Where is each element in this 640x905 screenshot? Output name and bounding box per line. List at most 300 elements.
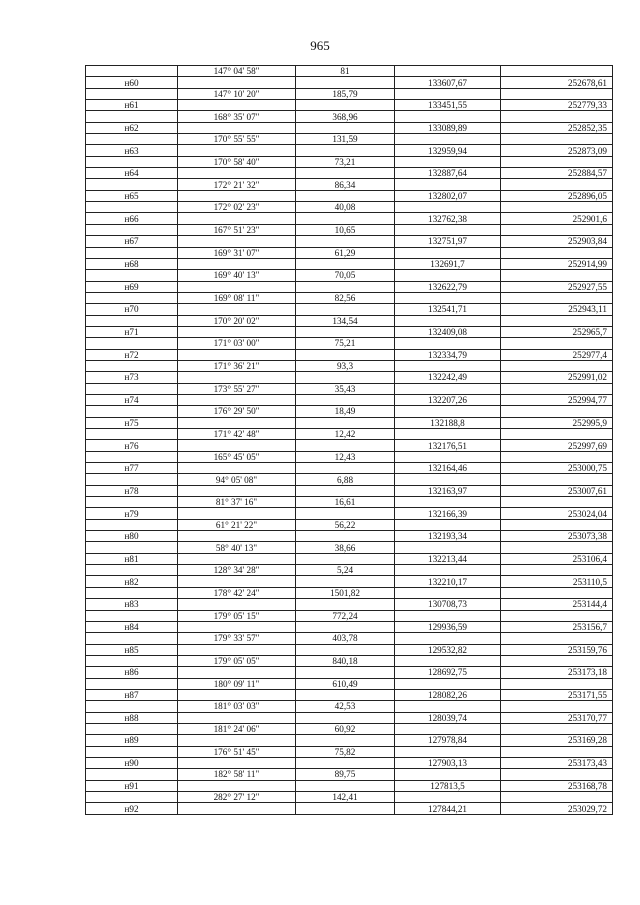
angle-cell: 179° 05' 15"	[178, 610, 296, 621]
y-coordinate-cell: 252903,84	[501, 236, 613, 247]
point-row	[86, 213, 613, 224]
x-cell	[395, 542, 501, 553]
distance-cell: 1501,82	[296, 587, 395, 598]
x-coordinate-cell: 130708,73	[395, 599, 501, 610]
empty-cell	[86, 338, 178, 349]
empty-cell	[86, 610, 178, 621]
point-name-cell: н80	[86, 531, 178, 542]
empty-cell	[86, 633, 178, 644]
y-cell	[501, 315, 613, 326]
coordinates-table	[85, 65, 613, 815]
empty-cell	[178, 667, 296, 678]
segment-row	[86, 292, 613, 303]
segment-row	[86, 565, 613, 576]
x-cell	[395, 451, 501, 462]
x-cell	[395, 270, 501, 281]
segment-row	[86, 406, 613, 417]
distance-cell: 12,42	[296, 429, 395, 440]
distance-cell: 10,65	[296, 224, 395, 235]
y-coordinate-cell: 252991,02	[501, 372, 613, 383]
point-name-cell: н89	[86, 735, 178, 746]
segment-row	[86, 338, 613, 349]
point-row	[86, 485, 613, 496]
x-cell	[395, 202, 501, 213]
point-row	[86, 463, 613, 474]
point-row	[86, 667, 613, 678]
angle-cell: 81° 37' 16"	[178, 497, 296, 508]
segment-row	[86, 542, 613, 553]
segment-row	[86, 497, 613, 508]
empty-cell	[86, 66, 178, 77]
point-name-cell: н92	[86, 803, 178, 814]
y-cell	[501, 88, 613, 99]
x-cell	[395, 474, 501, 485]
x-cell	[395, 179, 501, 190]
y-coordinate-cell: 252943,11	[501, 304, 613, 315]
empty-cell	[178, 77, 296, 88]
x-coordinate-cell: 132887,64	[395, 168, 501, 179]
segment-row	[86, 451, 613, 462]
distance-cell: 60,92	[296, 723, 395, 734]
point-name-cell: н75	[86, 417, 178, 428]
segment-row	[86, 610, 613, 621]
y-cell	[501, 633, 613, 644]
y-cell	[501, 292, 613, 303]
distance-cell: 56,22	[296, 519, 395, 530]
angle-cell: 128° 34' 28"	[178, 565, 296, 576]
y-cell	[501, 247, 613, 258]
distance-cell: 131,59	[296, 134, 395, 145]
y-coordinate-cell: 252994,77	[501, 394, 613, 405]
empty-cell	[178, 349, 296, 360]
empty-cell	[296, 531, 395, 542]
y-cell	[501, 224, 613, 235]
x-coordinate-cell: 127978,84	[395, 735, 501, 746]
x-cell	[395, 292, 501, 303]
distance-cell: 75,82	[296, 746, 395, 757]
empty-cell	[296, 440, 395, 451]
empty-cell	[86, 134, 178, 145]
empty-cell	[178, 780, 296, 791]
y-cell	[501, 701, 613, 712]
point-row	[86, 599, 613, 610]
y-cell	[501, 519, 613, 530]
angle-cell: 169° 31' 07"	[178, 247, 296, 258]
point-name-cell: н60	[86, 77, 178, 88]
y-coordinate-cell: 253168,78	[501, 780, 613, 791]
distance-cell: 73,21	[296, 156, 395, 167]
empty-cell	[296, 190, 395, 201]
x-coordinate-cell: 133451,55	[395, 100, 501, 111]
y-coordinate-cell: 252873,09	[501, 145, 613, 156]
distance-cell: 6,88	[296, 474, 395, 485]
empty-cell	[86, 565, 178, 576]
segment-row	[86, 247, 613, 258]
x-coordinate-cell: 132691,7	[395, 258, 501, 269]
x-coordinate-cell: 128039,74	[395, 712, 501, 723]
y-coordinate-cell: 252965,7	[501, 326, 613, 337]
x-coordinate-cell: 128082,26	[395, 689, 501, 700]
point-row	[86, 712, 613, 723]
y-cell	[501, 202, 613, 213]
x-coordinate-cell: 132207,26	[395, 394, 501, 405]
distance-cell: 82,56	[296, 292, 395, 303]
y-cell	[501, 678, 613, 689]
x-cell	[395, 565, 501, 576]
angle-cell: 165° 45' 05"	[178, 451, 296, 462]
distance-cell: 93,3	[296, 360, 395, 371]
empty-cell	[296, 621, 395, 632]
empty-cell	[178, 190, 296, 201]
point-row	[86, 417, 613, 428]
x-coordinate-cell: 132762,38	[395, 213, 501, 224]
y-cell	[501, 270, 613, 281]
y-cell	[501, 111, 613, 122]
point-row	[86, 803, 613, 814]
empty-cell	[178, 213, 296, 224]
angle-cell: 147° 04' 58"	[178, 66, 296, 77]
empty-cell	[86, 701, 178, 712]
y-cell	[501, 406, 613, 417]
empty-cell	[296, 77, 395, 88]
point-row	[86, 145, 613, 156]
empty-cell	[178, 508, 296, 519]
empty-cell	[178, 304, 296, 315]
y-coordinate-cell: 252995,9	[501, 417, 613, 428]
x-coordinate-cell: 132210,17	[395, 576, 501, 587]
x-cell	[395, 678, 501, 689]
empty-cell	[296, 168, 395, 179]
angle-cell: 171° 03' 00"	[178, 338, 296, 349]
angle-cell: 170° 20' 02"	[178, 315, 296, 326]
point-row	[86, 372, 613, 383]
x-cell	[395, 315, 501, 326]
y-coordinate-cell: 253169,28	[501, 735, 613, 746]
distance-cell: 18,49	[296, 406, 395, 417]
empty-cell	[178, 100, 296, 111]
empty-cell	[296, 576, 395, 587]
empty-cell	[86, 156, 178, 167]
angle-cell: 182° 58' 11"	[178, 769, 296, 780]
empty-cell	[296, 372, 395, 383]
angle-cell: 172° 21' 32"	[178, 179, 296, 190]
y-cell	[501, 156, 613, 167]
point-name-cell: н74	[86, 394, 178, 405]
y-coordinate-cell: 253156,7	[501, 621, 613, 632]
y-cell	[501, 497, 613, 508]
y-coordinate-cell: 252901,6	[501, 213, 613, 224]
angle-cell: 282° 27' 12"	[178, 792, 296, 803]
x-coordinate-cell: 132541,71	[395, 304, 501, 315]
angle-cell: 94° 05' 08"	[178, 474, 296, 485]
point-name-cell: н82	[86, 576, 178, 587]
segment-row	[86, 111, 613, 122]
empty-cell	[86, 497, 178, 508]
x-coordinate-cell: 132959,94	[395, 145, 501, 156]
point-row	[86, 553, 613, 564]
point-name-cell: н65	[86, 190, 178, 201]
segment-row	[86, 655, 613, 666]
point-name-cell: н73	[86, 372, 178, 383]
point-row	[86, 168, 613, 179]
y-coordinate-cell: 253171,55	[501, 689, 613, 700]
point-row	[86, 326, 613, 337]
x-cell	[395, 723, 501, 734]
y-coordinate-cell: 253159,76	[501, 644, 613, 655]
empty-cell	[178, 394, 296, 405]
y-cell	[501, 610, 613, 621]
point-row	[86, 735, 613, 746]
x-coordinate-cell: 132163,97	[395, 485, 501, 496]
distance-cell: 35,43	[296, 383, 395, 394]
empty-cell	[178, 258, 296, 269]
x-cell	[395, 746, 501, 757]
distance-cell: 134,54	[296, 315, 395, 326]
empty-cell	[86, 202, 178, 213]
empty-cell	[296, 803, 395, 814]
x-cell	[395, 383, 501, 394]
point-row	[86, 644, 613, 655]
segment-row	[86, 179, 613, 190]
empty-cell	[296, 463, 395, 474]
x-coordinate-cell: 132242,49	[395, 372, 501, 383]
distance-cell: 403,78	[296, 633, 395, 644]
y-cell	[501, 792, 613, 803]
empty-cell	[86, 383, 178, 394]
y-cell	[501, 746, 613, 757]
empty-cell	[296, 304, 395, 315]
y-cell	[501, 383, 613, 394]
point-row	[86, 100, 613, 111]
segment-row	[86, 723, 613, 734]
x-cell	[395, 360, 501, 371]
y-cell	[501, 474, 613, 485]
angle-cell: 180° 09' 11"	[178, 678, 296, 689]
empty-cell	[178, 735, 296, 746]
distance-cell: 40,08	[296, 202, 395, 213]
empty-cell	[296, 667, 395, 678]
empty-cell	[296, 689, 395, 700]
x-coordinate-cell: 132409,08	[395, 326, 501, 337]
distance-cell: 185,79	[296, 88, 395, 99]
segment-row	[86, 224, 613, 235]
empty-cell	[296, 417, 395, 428]
distance-cell: 12,43	[296, 451, 395, 462]
empty-cell	[296, 644, 395, 655]
x-coordinate-cell: 132193,34	[395, 531, 501, 542]
point-name-cell: н72	[86, 349, 178, 360]
point-name-cell: н64	[86, 168, 178, 179]
empty-cell	[86, 678, 178, 689]
point-row	[86, 304, 613, 315]
point-name-cell: н68	[86, 258, 178, 269]
angle-cell: 170° 58' 40"	[178, 156, 296, 167]
empty-cell	[86, 723, 178, 734]
distance-cell: 38,66	[296, 542, 395, 553]
segment-row	[86, 587, 613, 598]
empty-cell	[296, 326, 395, 337]
distance-cell: 42,53	[296, 701, 395, 712]
point-name-cell: н67	[86, 236, 178, 247]
distance-cell: 368,96	[296, 111, 395, 122]
empty-cell	[296, 349, 395, 360]
segment-row	[86, 429, 613, 440]
angle-cell: 173° 55' 27"	[178, 383, 296, 394]
point-row	[86, 281, 613, 292]
angle-cell: 171° 42' 48"	[178, 429, 296, 440]
empty-cell	[296, 735, 395, 746]
point-name-cell: н88	[86, 712, 178, 723]
point-name-cell: н81	[86, 553, 178, 564]
point-name-cell: н61	[86, 100, 178, 111]
distance-cell: 89,75	[296, 769, 395, 780]
segment-row	[86, 769, 613, 780]
point-name-cell: н85	[86, 644, 178, 655]
point-row	[86, 576, 613, 587]
point-row	[86, 236, 613, 247]
point-row	[86, 122, 613, 133]
x-coordinate-cell: 133089,89	[395, 122, 501, 133]
x-coordinate-cell: 127844,21	[395, 803, 501, 814]
distance-cell: 81	[296, 66, 395, 77]
x-coordinate-cell: 132213,44	[395, 553, 501, 564]
point-name-cell: н90	[86, 757, 178, 768]
point-name-cell: н66	[86, 213, 178, 224]
point-name-cell: н87	[86, 689, 178, 700]
x-cell	[395, 792, 501, 803]
empty-cell	[296, 258, 395, 269]
angle-cell: 181° 24' 06"	[178, 723, 296, 734]
x-coordinate-cell: 132164,46	[395, 463, 501, 474]
y-coordinate-cell: 252997,69	[501, 440, 613, 451]
point-name-cell: н79	[86, 508, 178, 519]
empty-cell	[178, 576, 296, 587]
segment-row	[86, 134, 613, 145]
y-coordinate-cell: 253173,18	[501, 667, 613, 678]
distance-cell: 70,05	[296, 270, 395, 281]
empty-cell	[178, 485, 296, 496]
distance-cell: 61,29	[296, 247, 395, 258]
x-coordinate-cell: 129936,59	[395, 621, 501, 632]
y-coordinate-cell: 253000,75	[501, 463, 613, 474]
empty-cell	[178, 621, 296, 632]
x-cell	[395, 134, 501, 145]
x-coordinate-cell: 132622,79	[395, 281, 501, 292]
empty-cell	[296, 236, 395, 247]
empty-cell	[296, 712, 395, 723]
empty-cell	[86, 429, 178, 440]
empty-cell	[296, 100, 395, 111]
x-coordinate-cell: 132166,39	[395, 508, 501, 519]
x-cell	[395, 66, 501, 77]
distance-cell: 840,18	[296, 655, 395, 666]
angle-cell: 179° 33' 57"	[178, 633, 296, 644]
segment-row	[86, 633, 613, 644]
empty-cell	[86, 111, 178, 122]
empty-cell	[86, 315, 178, 326]
segment-row	[86, 701, 613, 712]
x-coordinate-cell: 133607,67	[395, 77, 501, 88]
angle-cell: 169° 40' 13"	[178, 270, 296, 281]
angle-cell: 170° 55' 55"	[178, 134, 296, 145]
segment-row	[86, 315, 613, 326]
segment-row	[86, 270, 613, 281]
x-coordinate-cell: 127903,13	[395, 757, 501, 768]
angle-cell: 176° 51' 45"	[178, 746, 296, 757]
coordinates-table-body	[86, 66, 613, 815]
empty-cell	[296, 553, 395, 564]
point-row	[86, 757, 613, 768]
distance-cell: 86,34	[296, 179, 395, 190]
y-cell	[501, 429, 613, 440]
y-coordinate-cell: 253110,5	[501, 576, 613, 587]
empty-cell	[86, 247, 178, 258]
y-cell	[501, 179, 613, 190]
distance-cell: 142,41	[296, 792, 395, 803]
distance-cell: 16,61	[296, 497, 395, 508]
empty-cell	[86, 746, 178, 757]
empty-cell	[178, 712, 296, 723]
empty-cell	[178, 122, 296, 133]
angle-cell: 147° 10' 20"	[178, 88, 296, 99]
point-row	[86, 394, 613, 405]
segment-row	[86, 792, 613, 803]
empty-cell	[86, 451, 178, 462]
segment-row	[86, 519, 613, 530]
empty-cell	[178, 689, 296, 700]
empty-cell	[296, 281, 395, 292]
y-coordinate-cell: 252896,05	[501, 190, 613, 201]
empty-cell	[178, 644, 296, 655]
point-row	[86, 258, 613, 269]
x-cell	[395, 497, 501, 508]
empty-cell	[178, 757, 296, 768]
x-coordinate-cell: 132176,51	[395, 440, 501, 451]
point-name-cell: н91	[86, 780, 178, 791]
y-coordinate-cell: 252779,33	[501, 100, 613, 111]
angle-cell: 169° 08' 11"	[178, 292, 296, 303]
empty-cell	[296, 122, 395, 133]
point-name-cell: н76	[86, 440, 178, 451]
empty-cell	[178, 531, 296, 542]
empty-cell	[296, 213, 395, 224]
segment-row	[86, 474, 613, 485]
x-cell	[395, 519, 501, 530]
empty-cell	[178, 326, 296, 337]
x-cell	[395, 633, 501, 644]
angle-cell: 172° 02' 23"	[178, 202, 296, 213]
distance-cell: 75,21	[296, 338, 395, 349]
empty-cell	[296, 599, 395, 610]
empty-cell	[178, 417, 296, 428]
x-coordinate-cell: 132334,79	[395, 349, 501, 360]
x-coordinate-cell: 132802,07	[395, 190, 501, 201]
point-row	[86, 508, 613, 519]
empty-cell	[296, 757, 395, 768]
x-coordinate-cell: 128692,75	[395, 667, 501, 678]
empty-cell	[296, 508, 395, 519]
y-cell	[501, 542, 613, 553]
empty-cell	[296, 145, 395, 156]
empty-cell	[86, 179, 178, 190]
empty-cell	[86, 587, 178, 598]
x-cell	[395, 429, 501, 440]
y-cell	[501, 66, 613, 77]
angle-cell: 176° 29' 50"	[178, 406, 296, 417]
x-cell	[395, 655, 501, 666]
empty-cell	[178, 372, 296, 383]
distance-cell: 610,49	[296, 678, 395, 689]
